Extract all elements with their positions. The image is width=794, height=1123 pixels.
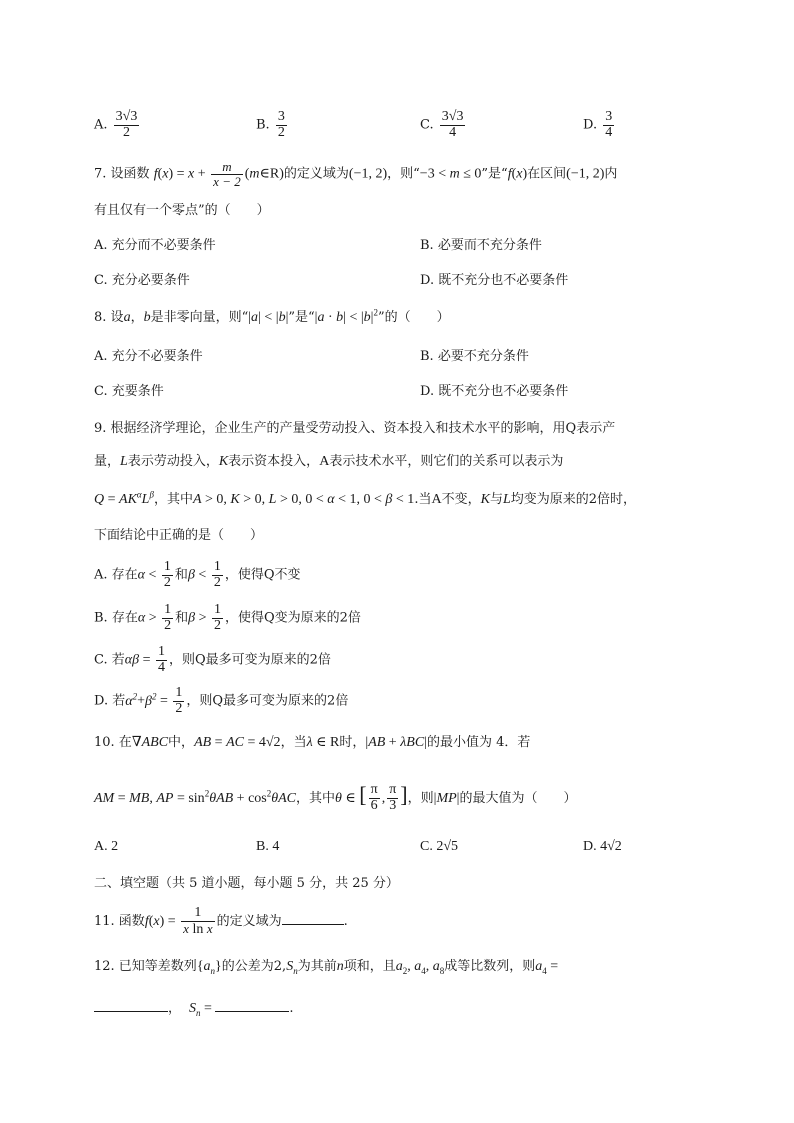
q10-option-a: A. 2 bbox=[94, 839, 119, 854]
q11-stem: 11. 函数f(x) = $\frac{1}{\text{x ln x}}$ 的定义域为 . bbox=[94, 904, 348, 937]
q6-option-d: D. $\frac{3}{4}$ bbox=[583, 109, 613, 140]
q12-answer-blank-a4[interactable] bbox=[94, 997, 168, 1012]
q7-option-c: C. 充分必要条件 bbox=[94, 273, 190, 288]
q10-stem-line1: 10. 在∇ABC中，AB = AC = 4√2，当λ ∈ R时，|AB + λBC|的最小值为 4．若 bbox=[94, 735, 531, 750]
q6-option-c: C. $\frac{3√3}{4}$ bbox=[420, 109, 464, 140]
q6-option-b-value: $\frac{3}{2}$ bbox=[277, 109, 285, 140]
q6-option-a-value: $\frac{3√3}{2}$ bbox=[115, 109, 138, 140]
q9-stem-line1: 9. 根据经济学理论，企业生产的产量受劳动投入、资本投入和技术水平的影响，用Q表示产 bbox=[94, 421, 616, 436]
q12-answer-blank-sn[interactable] bbox=[215, 997, 289, 1012]
q9-option-b: B. 存在α > $\frac{1}{2}$ 和β > $\frac{1}{2}$ ，使得Q变为原来的2倍 bbox=[94, 602, 361, 633]
q7-option-d: D. 既不充分也不必要条件 bbox=[420, 273, 569, 288]
q9-option-c: C. 若αβ = $\frac{1}{4}$ ，则Q最多可变为原来的2倍 bbox=[94, 644, 331, 675]
q7-option-b: B. 必要而不充分条件 bbox=[420, 238, 542, 253]
q12-stem: 12. 已知等差数列$\{a_n\}$的公差为$2,S_n$为其前n项和，且$a_2$, $a_4$, $a_8$成等比数列，则$a_4$ = bbox=[94, 959, 559, 976]
q8-stem: 8. 设a，b是非零向量，则“|a| < |b|”是“$|a \cdot b| < |b|^2$”的（ ） bbox=[94, 307, 450, 325]
q8-option-b: B. 必要不充分条件 bbox=[420, 349, 529, 364]
q8-option-a: A. 充分不必要条件 bbox=[94, 349, 203, 364]
q7-option-a: A. 充分而不必要条件 bbox=[94, 238, 216, 253]
q6-option-c-value: $\frac{3√3}{4}$ bbox=[441, 109, 464, 140]
q8-option-c: C. 充要条件 bbox=[94, 384, 164, 399]
section-heading: 二、填空题（共 5 道小题，每小题 5 分，共 25 分） bbox=[94, 876, 399, 891]
q7-stem-line1: 7. 设函数 f(x) = x + $\frac{m}{x - 2}$ (m∈R)的定义域为(−1, 2)，则“−3 < m ≤ 0”是“f(x)在区间(−1, 2)内 bbox=[94, 159, 618, 189]
q10-option-b: B. 4 bbox=[256, 839, 280, 854]
q7-stem-line2: 有且仅有一个零点”的（ ） bbox=[94, 203, 270, 218]
q8-option-d: D. 既不充分也不必要条件 bbox=[420, 384, 569, 399]
q6-option-d-value: $\frac{3}{4}$ bbox=[605, 109, 613, 140]
q6-option-a: A. $\frac{3√3}{2}$ bbox=[94, 109, 138, 140]
q10-stem-line2: AM = MB, AP = $\sin^2\theta AB + \cos^2\theta AC$，其中θ ∈ [ $\frac{\pi}{6}$ , $\frac{\pi}{3}$ ]，则|MP|的最大值为（ ） bbox=[94, 782, 577, 813]
q6-option-b: B. $\frac{3}{2}$ bbox=[256, 109, 285, 140]
q9-stem-line4: 下面结论中正确的是（ ） bbox=[94, 528, 264, 543]
q9-stem-line3: $Q = AK^\alpha L^\beta$，其中A > 0, K > 0, L > 0, 0 < α < 1, 0 < β < 1.当A不变，K与L均变为原来的2倍时， bbox=[94, 489, 637, 507]
q10-option-d: D. 4√2 bbox=[583, 839, 622, 854]
q9-option-a: A. 存在α < $\frac{1}{2}$ 和β < $\frac{1}{2}$ ，使得Q不变 bbox=[94, 559, 301, 590]
q9-stem-line2: 量，L表示劳动投入，K表示资本投入，A表示技术水平，则它们的关系可以表示为 bbox=[94, 454, 564, 469]
q11-answer-blank[interactable] bbox=[282, 910, 344, 925]
q9-option-d: D. 若$\alpha^2+\beta^2$ = $\frac{1}{2}$ ，则Q最多可变为原来的2倍 bbox=[94, 685, 349, 716]
q12-answer-line: ， $S_n$ = . bbox=[94, 997, 294, 1019]
q10-option-c: C. 2√5 bbox=[420, 839, 459, 854]
